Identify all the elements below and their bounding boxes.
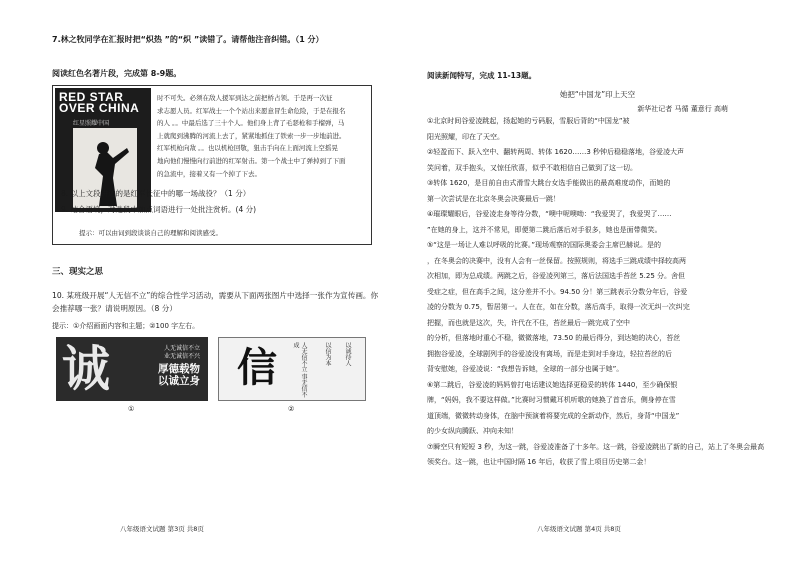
article-line: ”在她的身上，这并不常见，即便第二跳后落后对手很多，她也是面带微笑。	[427, 225, 662, 234]
poster-1-big-char: 诚	[62, 341, 111, 397]
article-line: ③转体 1620，是目前自由式滑雪大跳台女选手能做出的最高难度动作，而她的	[427, 179, 671, 187]
poster-image-1	[56, 337, 208, 401]
excerpt-line: 上就爬到沸腾的河流上去了，紧紧地抓住了铁索一步一步地前进。	[157, 131, 346, 140]
question-8: 8. 以上文段讲述的是红军长征中的哪一场战役？（1 分）	[61, 189, 251, 198]
excerpt-line: 的人 。。中最后选了三十个人。他们身上背了毛瑟枪和手榴弹，马	[157, 119, 345, 128]
poster-image-2	[218, 337, 366, 401]
question-9: 9. 结合语境，对选段中加点词语进行一处批注赏析。(4 分)	[61, 205, 257, 214]
article-line: 阳光照耀，印在了天空。	[427, 132, 504, 141]
excerpt-text	[157, 92, 367, 180]
question-9-hint: 提示：可以由词到段谈谈自己的理解和阅读感受。	[79, 229, 222, 237]
cover-title-line1: RED STAR	[59, 90, 124, 104]
poster-2-label: ②	[288, 405, 295, 413]
article-line: 受症之症，但在高手之间，这分差并不小。94.50 分！第三跳表示分数分年后，谷爱	[427, 287, 688, 296]
article-body	[427, 114, 768, 471]
reading-box	[52, 85, 372, 245]
poster-2-big-char: 信	[237, 344, 277, 391]
article-line: 拥抱谷爱凌，全球剧列手的谷爱凌没有离场，而是走到对手身边，轻拉苔丝的后	[427, 349, 672, 358]
article-line: 笑问着，双手抱头，又惊任欣喜，似乎不敢相信自己做到了这一切。	[427, 163, 637, 172]
reading-header-8-9: 阅读红色名著片段，完成第 8-9题。	[52, 69, 182, 78]
article-line: ①北京时间谷爱凌跳起，扬起她的亏码服，雪服后背的“中国龙”被	[427, 117, 630, 125]
article-line: 凌的分数为 0.75，暂居第一。人在在，如在分数，落后高手，取得一次无纠一次纠完	[427, 303, 690, 311]
question-10: 10. 某班级开展“人无信不立”的综合性学习活动，需要从下面两张图片中选择一张作为宣传画。你会推荐哪一张？请说明原因。（8 分）	[52, 291, 379, 313]
right-page-footer: 八年级语文试题 第4页 共8页	[537, 525, 621, 533]
poster-2-vertical-text-3: 人无信不立 事无信不成	[292, 342, 307, 398]
article-line: ④璀璨耀眼后，谷爱凌走身等待分数，“噢中呢噢呦：“我爱哭了，我爱哭了……	[427, 210, 672, 218]
poster-1-small-text	[164, 345, 200, 361]
article-line: 第一次尝试是在北京冬奥会决赛最后一跳！	[427, 194, 560, 203]
left-page-footer: 八年级语文试题 第3页 共8页	[120, 525, 204, 533]
question-7: 7.林之牧同学在汇报时把“炽热 ”的“炽 ”读错了。请帮他注音纠错。（1 分）	[52, 35, 324, 44]
article-line: 的少女纵向腾跃、冲向未知！	[427, 427, 518, 435]
book-cover-subtitle: 红星照耀中国	[73, 120, 110, 127]
excerpt-line: 求志愿人员。红军战士一个个站出来愿意冒生命危险，于是在报名	[157, 106, 346, 115]
reading-header-11-13: 阅读新闻特写，完成 11-13题。	[427, 71, 537, 80]
poster-2-vertical-text-1: 以信为本	[324, 342, 331, 366]
right-page	[397, 0, 794, 561]
poster-1-label: ①	[128, 405, 135, 413]
excerpt-line: 红军机枪向敌 。。也以机枪回敬，狙击手向在上面河流上空摇晃	[157, 144, 338, 153]
article-line: ⑤“这是一场让人难以呼吸的比赛。”现场观察的国际奥委会主席巴赫说。是的	[427, 241, 662, 249]
article-line: 把握，而也就是这次，失，许代在不住，苔丝最后一跳完成了空中	[427, 318, 630, 327]
excerpt-line: 时不可失。必须在敌人援军到达之前把桥占领。于是再一次征	[157, 94, 333, 102]
poster-1-slogan	[158, 363, 200, 387]
poster-1-small-line: 业无诚信不兴	[163, 353, 200, 360]
cover-title-line2: OVER CHINA	[59, 101, 140, 115]
article-line: 道顶端，微微转动身体，在脑中预演着将要完成的全新动作，然后，身背“中国龙”	[427, 411, 680, 420]
question-10-requirement: 提示：①介绍画面内容和主题；②100 字左右。	[52, 322, 200, 330]
article-line: ②轻盈而下、跃入空中、翻转两周、转体 1620……3 秒钟后稳稳落地，谷爱凌大声	[427, 148, 684, 156]
article-byline: 新华社记者 马循 董意行 高萌	[637, 105, 728, 113]
article-line: 次相加，即为总成绩。两跳之后，谷爱凌列第三，落后法国选手苔丝 5.25 分。舍但	[427, 272, 686, 280]
article-line: ，在冬奥会的决赛中，没有人会有一丝保留。按照规则，将选手三跳成绩中择较高两	[427, 256, 686, 265]
section-3-title: 三、现实之思	[52, 267, 104, 277]
book-cover-title	[59, 92, 147, 114]
poster-1-slogan-line: 以诚立身	[158, 375, 200, 387]
article-line: 背安慰她，谷爱凌说：“我想告诉她，全球的一部分也属于她”。	[427, 365, 624, 373]
poster-1-small-line: 人无诚信不立	[163, 345, 200, 352]
poster-2-vertical-text-2: 以诚待人	[344, 342, 351, 366]
excerpt-line: 地向他们慢慢向行前进的红军射击。第一个战士中了弹掉到了下面	[157, 156, 346, 165]
article-line: ⑥第二跳后，谷爱凌的妈妈曾打电话建议她选择更稳妥的转体 1440，至少确保银	[427, 380, 678, 389]
article-line: ⑦瞬空只有短短 3 秒，为这一跳，谷爱凌准备了十多年。这一跳，谷爱凌跳出了新的自己，站上了冬奥会最高领奖台。这一跳，也让中国时隔 16 年后，收获了雪上项目历史第二金！	[427, 442, 765, 466]
excerpt-line: 的急流中，接着又有一个掉了下去。	[157, 169, 261, 178]
poster-1-slogan-line: 厚德载物	[158, 363, 200, 375]
article-line: 牌，“妈妈，我不要这样做。”比赛时习惯戴耳机听歌的她换了首音乐，侧身停在雪	[427, 396, 676, 404]
poster-images	[52, 337, 377, 413]
article-title: 她把“中国龙”印上天空	[559, 90, 636, 99]
article-line: 的分析，但落地时重心不稳，微微落地，73.50 的最后得分，到达她的决心，苔丝	[427, 334, 681, 342]
